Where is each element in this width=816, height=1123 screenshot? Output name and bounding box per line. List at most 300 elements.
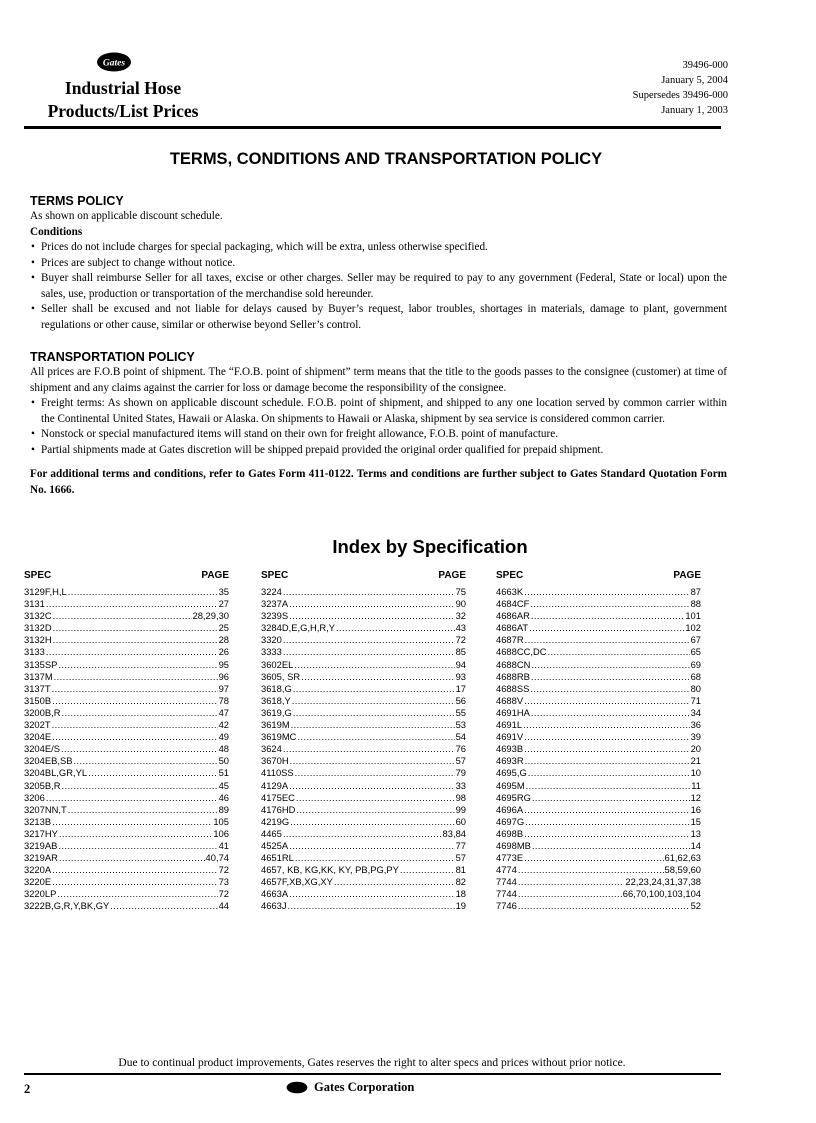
index-entry xyxy=(496,864,701,876)
page-column-label: PAGE xyxy=(673,570,701,581)
index-entry xyxy=(261,888,466,900)
page-ref: 96 xyxy=(218,670,229,682)
spec-code: 4686AR xyxy=(496,610,530,622)
page-ref: 52 xyxy=(690,900,701,912)
dot-leader xyxy=(68,586,218,598)
document-info xyxy=(633,58,728,118)
index-entry xyxy=(496,634,701,646)
page-ref: 58,59,60 xyxy=(664,864,701,876)
page-ref: 46 xyxy=(218,791,229,803)
index-entry xyxy=(261,671,466,683)
spec-code: 4687R xyxy=(496,634,524,646)
index-entry xyxy=(24,900,229,912)
page-ref: 55 xyxy=(455,706,466,718)
index-entry xyxy=(24,864,229,876)
dot-leader xyxy=(59,852,205,864)
spec-code: 4465 xyxy=(261,827,282,839)
dot-leader xyxy=(296,804,454,816)
dot-leader xyxy=(531,707,690,719)
dot-leader xyxy=(293,707,455,719)
page-ref: 15 xyxy=(690,815,701,827)
spec-code: 4175EC xyxy=(261,791,295,803)
spec-code: 4695M xyxy=(496,779,525,791)
index-entry xyxy=(496,598,701,610)
dot-leader xyxy=(518,888,622,900)
page-ref: 35 xyxy=(218,586,229,597)
page-ref: 22,23,24,31,37,38 xyxy=(625,876,701,888)
page-ref: 67 xyxy=(690,634,701,646)
spec-code: 3135SP xyxy=(24,658,58,670)
condition-item: • Prices do not include charges for special packaging, which will be extra, unless otherwise specified. xyxy=(30,240,727,256)
index-entry xyxy=(496,646,701,658)
spec-code: 7744 xyxy=(496,888,517,900)
spec-code: 4219G xyxy=(261,815,290,827)
spec-code: 4695,G xyxy=(496,767,527,779)
index-entry xyxy=(496,586,701,598)
index-entry xyxy=(496,888,701,900)
spec-code: 3204E xyxy=(24,731,52,743)
header-rule xyxy=(24,126,721,129)
additional-terms-note: For additional terms and conditions, refer to Gates Form 411-0122. Terms and conditions are further subject to Gates Standard Quotation Form No. 1666. xyxy=(30,468,727,496)
page-ref: 83,84 xyxy=(442,827,466,839)
index-entry xyxy=(24,719,229,731)
page-ref: 98 xyxy=(455,791,466,803)
page-ref: 50 xyxy=(218,755,229,767)
index-entry xyxy=(496,876,701,888)
dot-leader xyxy=(334,876,455,888)
spec-code: 4176HD xyxy=(261,803,296,815)
page-ref: 32 xyxy=(455,610,466,622)
page-ref: 13 xyxy=(690,827,701,839)
dot-leader xyxy=(52,816,212,828)
page-ref: 72 xyxy=(455,634,466,646)
footer-brand xyxy=(286,1080,414,1095)
index-rows xyxy=(496,586,701,913)
page-ref: 57 xyxy=(455,852,466,864)
spec-code: 3207NN,T xyxy=(24,803,67,815)
spec-code: 3619M xyxy=(261,719,290,731)
dot-leader xyxy=(283,586,455,598)
index-entry xyxy=(24,586,229,598)
page-ref: 78 xyxy=(218,694,229,706)
index-entry xyxy=(261,816,466,828)
spec-code: 3219AR xyxy=(24,852,58,864)
svg-text:Gates: Gates xyxy=(102,58,126,69)
page-ref: 69 xyxy=(690,658,701,670)
header-title-line1: Industrial Hose xyxy=(64,78,182,98)
page-ref: 106 xyxy=(213,827,229,839)
index-column-2 xyxy=(261,569,466,913)
page-ref: 105 xyxy=(213,815,229,827)
page-ref: 99 xyxy=(455,803,466,815)
page-ref: 88 xyxy=(690,598,701,610)
spec-code: 3137T xyxy=(24,682,51,694)
spec-code: 4663A xyxy=(261,888,289,900)
spec-code: 3204BL,GR,YL xyxy=(24,767,88,779)
spec-code: 4663K xyxy=(496,586,524,597)
index-entry xyxy=(24,731,229,743)
index-entry xyxy=(261,622,466,634)
index-entry xyxy=(261,900,466,912)
page-ref: 90 xyxy=(455,598,466,610)
index-entry xyxy=(24,695,229,707)
page-ref: 60 xyxy=(455,815,466,827)
spec-column-label: SPEC xyxy=(24,570,52,581)
index-entry xyxy=(24,792,229,804)
index-entry xyxy=(261,598,466,610)
spec-code: 3618,G xyxy=(261,682,292,694)
page-ref: 17 xyxy=(455,682,466,694)
page-ref: 57 xyxy=(455,755,466,767)
dot-leader xyxy=(52,864,217,876)
index-entry xyxy=(261,743,466,755)
index-entry xyxy=(496,622,701,634)
spec-code: 3618,Y xyxy=(261,694,291,706)
index-entry xyxy=(261,659,466,671)
dot-leader xyxy=(57,888,217,900)
dot-leader xyxy=(68,804,218,816)
page-ref: 72 xyxy=(218,888,229,900)
spec-code: 4697G xyxy=(496,815,525,827)
dot-leader xyxy=(283,646,455,658)
index-entry xyxy=(24,683,229,695)
spec-code: 3150B xyxy=(24,694,52,706)
index-entry xyxy=(261,719,466,731)
index-entry xyxy=(24,767,229,779)
dot-leader xyxy=(525,816,689,828)
transportation-item: • Freight terms: As shown on applicable discount schedule. F.O.B. point of shipment, and shipped to any one location served by common carrier within the Continental United States, Hawaii or Alaska. On shipments to Hawaii or Alaska, shipment by sea service is considered common carrier. xyxy=(30,396,727,427)
dot-leader xyxy=(524,804,689,816)
page-ref: 73 xyxy=(218,876,229,888)
index-entry xyxy=(261,755,466,767)
page-ref: 80 xyxy=(690,682,701,694)
gates-logo-icon xyxy=(286,1081,308,1094)
page-ref: 19 xyxy=(455,900,466,912)
transportation-intro: All prices are F.O.B point of shipment. The “F.O.B. point of shipment” term means that the title to the goods passes to the consignee (customer) at time of shipment and any claims against the carrier for loss or damage become the responsibility of the consignee. xyxy=(30,366,727,394)
dot-leader xyxy=(289,598,454,610)
spec-code: 3220LP xyxy=(24,888,57,900)
dot-leader xyxy=(294,659,454,671)
dot-leader xyxy=(110,900,217,912)
page-ref: 45 xyxy=(218,779,229,791)
dot-leader xyxy=(295,852,455,864)
spec-code: 4691V xyxy=(496,731,524,743)
dot-leader xyxy=(61,780,217,792)
index-entry xyxy=(496,828,701,840)
page-ref: 26 xyxy=(218,646,229,658)
condition-item: • Prices are subject to change without notice. xyxy=(30,256,727,272)
page-ref: 97 xyxy=(218,682,229,694)
index-entry xyxy=(496,804,701,816)
dot-leader xyxy=(529,622,684,634)
supersedes-note: Supersedes 39496-000 xyxy=(632,90,728,101)
dot-leader xyxy=(524,586,689,598)
index-entry xyxy=(261,634,466,646)
dot-leader xyxy=(53,622,218,634)
spec-code: 4688CN xyxy=(496,658,531,670)
spec-code: 3204EB,SB xyxy=(24,755,73,767)
dot-leader xyxy=(526,780,691,792)
index-entry xyxy=(496,780,701,792)
dot-leader xyxy=(289,610,454,622)
page-ref: 25 xyxy=(218,622,229,634)
index-entry xyxy=(24,610,229,622)
spec-code: 7744 xyxy=(496,876,517,888)
conditions-label: Conditions xyxy=(30,225,83,238)
page-ref: 28,29,30 xyxy=(192,610,229,622)
spec-code: 4693B xyxy=(496,743,524,755)
spec-code: 7746 xyxy=(496,900,517,912)
brand-name: Gates Corporation xyxy=(314,1080,415,1094)
page-ref: 36 xyxy=(690,719,701,731)
spec-code: 3224 xyxy=(261,586,282,597)
spec-code: 3284D,E,G,H,R,Y xyxy=(261,622,335,634)
gates-logo-icon xyxy=(96,52,132,72)
page-ref: 10 xyxy=(690,767,701,779)
spec-code: 3222B,G,R,Y,BK,GY xyxy=(24,900,110,912)
dot-leader xyxy=(46,598,218,610)
index-entry xyxy=(261,610,466,622)
spec-code: 3220A xyxy=(24,864,52,876)
dot-leader xyxy=(52,695,217,707)
spec-code: 4691L xyxy=(496,719,523,731)
transportation-item: • Nonstock or special manufactured items will stand on their own for freight allowance, F.O.B. point of manufacture. xyxy=(30,427,727,443)
spec-code: 4684CF xyxy=(496,598,530,610)
index-entry xyxy=(261,876,466,888)
document-number: 39496-000 xyxy=(682,60,728,71)
dot-leader xyxy=(518,864,664,876)
dot-leader xyxy=(88,767,218,779)
page-ref: 44 xyxy=(218,900,229,912)
page-ref: 76 xyxy=(455,743,466,755)
spec-code: 4688RB xyxy=(496,670,530,682)
spec-code: 3237A xyxy=(261,598,289,610)
page-ref: 82 xyxy=(455,876,466,888)
spec-code: 3131 xyxy=(24,598,45,610)
index-entry xyxy=(496,707,701,719)
page-ref: 51 xyxy=(218,767,229,779)
supersedes-date: January 1, 2003 xyxy=(661,105,728,116)
spec-code: 4696A xyxy=(496,803,524,815)
index-entry xyxy=(261,828,466,840)
page-ref: 42 xyxy=(218,719,229,731)
index-entry xyxy=(24,876,229,888)
index-entry xyxy=(24,804,229,816)
page-ref: 33 xyxy=(455,779,466,791)
spec-code: 3202T xyxy=(24,719,51,731)
header-title-line2: Products/List Prices xyxy=(47,101,199,121)
index-entry xyxy=(496,792,701,804)
spec-code: 3132H xyxy=(24,634,52,646)
index-entry xyxy=(496,731,701,743)
dot-leader xyxy=(548,646,690,658)
index-entry xyxy=(24,671,229,683)
index-rows xyxy=(261,586,466,913)
index-entry xyxy=(261,780,466,792)
index-entry xyxy=(496,659,701,671)
index-entry xyxy=(496,683,701,695)
terms-policy-heading: TERMS POLICY xyxy=(30,194,124,208)
dot-leader xyxy=(58,659,217,671)
index-entry xyxy=(496,671,701,683)
dot-leader xyxy=(524,731,689,743)
index-entry xyxy=(496,840,701,852)
page-ref: 68 xyxy=(690,670,701,682)
transportation-list xyxy=(30,396,727,458)
spec-code: 3219AB xyxy=(24,839,58,851)
spec-code: 4688CC,DC xyxy=(496,646,547,658)
dot-leader xyxy=(288,900,455,912)
index-entry xyxy=(261,731,466,743)
index-entry xyxy=(24,659,229,671)
terms-intro: As shown on applicable discount schedule. xyxy=(30,210,223,222)
spec-code: 3624 xyxy=(261,743,282,755)
spec-code: 4525A xyxy=(261,839,289,851)
index-entry xyxy=(24,743,229,755)
footer-rule xyxy=(24,1073,721,1075)
index-entry xyxy=(24,598,229,610)
dot-leader xyxy=(530,598,689,610)
page-ref: 72 xyxy=(218,864,229,876)
index-entry xyxy=(496,816,701,828)
dot-leader xyxy=(292,695,455,707)
conditions-list xyxy=(30,240,727,333)
index-entry xyxy=(261,792,466,804)
condition-item: • Buyer shall reimburse Seller for all taxes, excise or other charges. Seller may be required to pay to any government (Federal, State or local) upon the sales, use, production or transportation of the merchandise sold hereunder. xyxy=(30,271,727,302)
dot-leader xyxy=(73,755,217,767)
page-ref: 34 xyxy=(690,706,701,718)
spec-code: 4695RG xyxy=(496,791,531,803)
dot-leader xyxy=(525,755,690,767)
page-ref: 89 xyxy=(218,803,229,815)
spec-code: 4688SS xyxy=(496,682,530,694)
page-ref: 95 xyxy=(218,658,229,670)
dot-leader xyxy=(524,828,689,840)
dot-leader xyxy=(524,852,663,864)
page-ref: 66,70,100,103,104 xyxy=(622,888,701,900)
dot-leader xyxy=(53,634,218,646)
dot-leader xyxy=(301,671,454,683)
index-entry xyxy=(24,634,229,646)
spec-code: 3602EL xyxy=(261,658,294,670)
spec-code: 3200B,R xyxy=(24,706,61,718)
spec-code: 4774 xyxy=(496,864,517,876)
dot-leader xyxy=(53,610,192,622)
spec-code: 4693R xyxy=(496,755,524,767)
page-ref: 11 xyxy=(691,779,701,791)
page-ref: 77 xyxy=(455,839,466,851)
spec-code: 3133 xyxy=(24,646,45,658)
dot-leader xyxy=(295,767,455,779)
index-entry xyxy=(261,707,466,719)
index-entry xyxy=(261,767,466,779)
dot-leader xyxy=(290,816,454,828)
index-entry xyxy=(496,610,701,622)
dot-leader xyxy=(532,840,690,852)
index-entry xyxy=(24,622,229,634)
index-title: Index by Specification xyxy=(332,536,528,557)
page-ref: 101 xyxy=(685,610,701,622)
page-title: TERMS, CONDITIONS AND TRANSPORTATION POLICY xyxy=(169,150,603,168)
index-entry xyxy=(24,755,229,767)
dot-leader xyxy=(296,792,455,804)
condition-item: • Seller shall be excused and not liable for delays caused by Buyer’s request, labor troubles, shortages in materials, damage to plant, government regulations or other cause, similar or otherwise beyond Seller’s control. xyxy=(30,302,727,333)
dot-leader xyxy=(61,707,217,719)
page-ref: 21 xyxy=(690,755,701,767)
index-entry xyxy=(496,695,701,707)
dot-leader xyxy=(528,767,690,779)
index-entry xyxy=(496,852,701,864)
index-entry xyxy=(24,816,229,828)
index-entry xyxy=(261,683,466,695)
index-entry xyxy=(261,646,466,658)
index-entry xyxy=(261,586,466,598)
dot-leader xyxy=(518,876,625,888)
spec-code: 3619,G xyxy=(261,706,292,718)
page-ref: 75 xyxy=(455,586,466,597)
spec-code: 4686AT xyxy=(496,622,529,634)
dot-leader xyxy=(290,755,455,767)
dot-leader xyxy=(523,719,689,731)
dot-leader xyxy=(283,634,455,646)
page-ref: 94 xyxy=(455,658,466,670)
index-entry xyxy=(24,646,229,658)
page-ref: 47 xyxy=(218,706,229,718)
dot-leader xyxy=(291,719,455,731)
index-entry xyxy=(24,888,229,900)
dot-leader xyxy=(52,731,217,743)
index-entry xyxy=(24,828,229,840)
dot-leader xyxy=(531,659,689,671)
spec-code: 4698MB xyxy=(496,839,531,851)
page-ref: 93 xyxy=(455,670,466,682)
spec-code: 3333 xyxy=(261,646,282,658)
page-ref: 18 xyxy=(455,888,466,900)
index-entry xyxy=(496,755,701,767)
dot-leader xyxy=(59,828,212,840)
page-column-label: PAGE xyxy=(201,570,229,581)
index-entry xyxy=(496,719,701,731)
spec-code: 3213B xyxy=(24,815,52,827)
index-column-1 xyxy=(24,569,229,913)
page-ref: 71 xyxy=(690,694,701,706)
spec-code: 4129A xyxy=(261,779,289,791)
dot-leader xyxy=(524,695,689,707)
footer-disclaimer: Due to continual product improvements, Gates reserves the right to alter specs and prices without prior notice. xyxy=(118,1057,626,1069)
index-entry xyxy=(261,864,466,876)
dot-leader xyxy=(283,828,442,840)
page-ref: 40,74 xyxy=(205,852,229,864)
index-entry xyxy=(496,767,701,779)
index-rows xyxy=(24,586,229,913)
dot-leader xyxy=(524,743,689,755)
page-ref: 53 xyxy=(455,719,466,731)
dot-leader xyxy=(58,840,217,852)
page-ref: 20 xyxy=(690,743,701,755)
spec-code: 4773E xyxy=(496,852,524,864)
page-ref: 27 xyxy=(218,598,229,610)
dot-leader xyxy=(61,743,218,755)
spec-code: 3239S xyxy=(261,610,289,622)
page-ref: 14 xyxy=(690,839,701,851)
page-ref: 79 xyxy=(455,767,466,779)
dot-leader xyxy=(525,634,690,646)
page-ref: 56 xyxy=(455,694,466,706)
index-entry xyxy=(24,852,229,864)
spec-code: 3220E xyxy=(24,876,52,888)
spec-code: 3206 xyxy=(24,791,45,803)
page-ref: 49 xyxy=(218,731,229,743)
